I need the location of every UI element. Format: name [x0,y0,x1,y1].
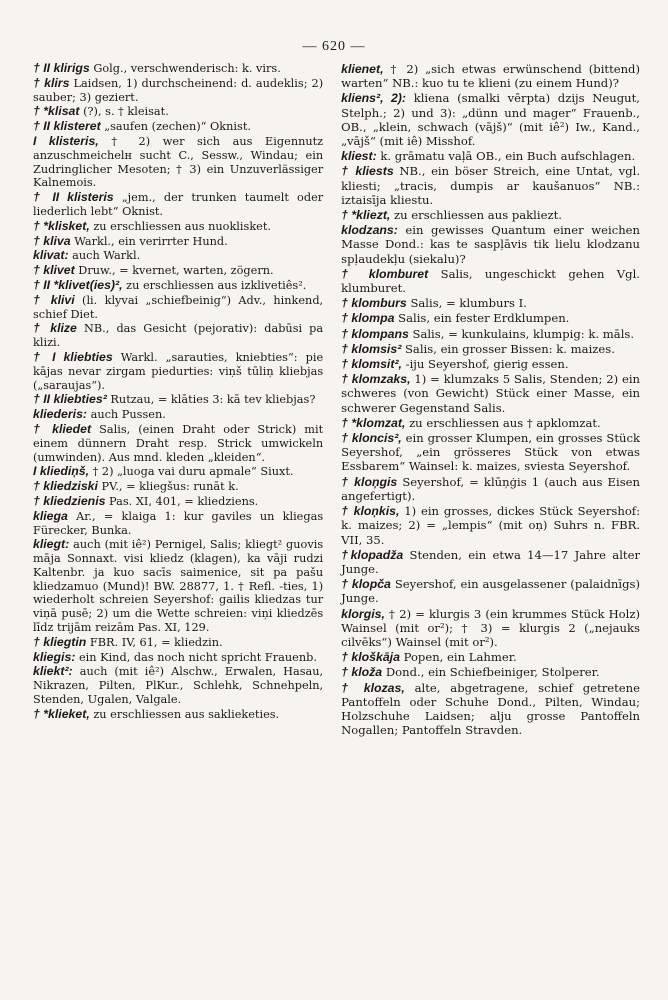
entry-text: Rutzau, = klāties 3: kā tev kliebjas? [110,393,316,407]
entry-text: Golg., verschwenderisch: k. virs. [93,62,281,75]
entry-text: -iju Seyershof, gierig essen. [405,357,569,372]
dictionary-entry [33,235,323,249]
dictionary-entry [33,135,323,190]
entry-headword: † klompans [341,326,409,341]
entry-headword: kliegis: [33,649,76,664]
entry-text: zu erschliessen aus pakliezt. [394,208,562,223]
right-column [341,62,640,738]
entry-text: PV., = kliegšus: runāt k. [101,480,239,494]
entry-text: „jem., der trunken taumelt oder liederlich lebt“ Oknist. [33,191,324,218]
dictionary-entry [33,495,323,509]
entry-headword: † II *klivet(ies)², [33,277,123,292]
entry-headword: klienet, [341,62,384,76]
entry-text: alte, abgetragene, schief getretene Pantoffeln oder Schuhe Dond., Pilten, Windau; Holzschuhe Laidsen; alju grosse Pantoffeln Nogallen; Pantoffeln Stravden. [341,680,640,738]
dictionary-entry [341,416,640,430]
entry-headword: klorgis, [341,606,385,621]
entry-headword: kliederis: [33,407,87,422]
entry-text: auch (mit iê²) Pernigel, Salis; kliegt² guovis māja Sonnaxt. visi kliedz (klagen), ka vāji rudzi Kaltenbr. ja kuo sacīs saimenice, sit pa pašu kliedzamuo (Mund)! BW. 28877, 1. † Refl. -ties, 1) wiederholt schreien Seyershof: gailis kliedzas tur viņā pusē; 2) um die Wette schreien: viņi kliedzēs līdz trijām reizām Pas. XI, 129. [33,538,324,635]
entry-text: † 2) = klurgis 3 (ein krummes Stück Holz) Wainsel (mit or²); † 3) = klurgis 2 („nejauks cilvēks“) Wainsel (mit or²). [341,606,640,649]
dictionary-entry [341,296,640,310]
left-column [33,62,323,738]
entry-headword: † kliedzienis [33,493,106,508]
dictionary-entry [33,636,323,650]
entry-headword: † klomburs [341,296,407,311]
dictionary-entry [341,650,640,664]
entry-headword: † klopča [341,577,391,592]
entry-text: Salis, ungeschickt gehen Vgl. klumburet. [341,266,640,296]
dictionary-entry [33,264,323,278]
dictionary-entry [341,504,640,547]
dictionary-entry [33,322,323,350]
entry-text: Dond., ein Schiefbeiniger, Stolperer. [385,665,600,680]
entry-headword: † klomburet [341,266,429,281]
entry-text: Warkl. „sarauties, kniebties“: pie kājas nevar zirgam piedurties: viņš tūliņ kliebjas („saraujas“). [33,350,324,392]
dictionary-entry [341,164,640,207]
entry-text: (?), s. † kleisat. [83,105,169,119]
dictionary-entry [33,279,323,293]
dictionary-entry [341,342,640,356]
dictionary-entry [341,372,640,415]
entry-text: zu erschliessen aus nuoklisket. [93,219,271,233]
entry-text: Pas. XI, 401, = kliedziens. [109,494,259,508]
entry-text: Salis, = klumburs I. [410,296,527,311]
entry-headword: † II kliebties² [33,392,107,407]
entry-headword: † kliedziski [33,479,98,494]
entry-headword: † klize [33,321,77,336]
entry-text: auch (mit iê²) Alschw., Erwalen, Hasau, Nikrazen, Pilten, PlKur., Schlehk, Schnehpeln, Stenden, Ugalen, Valgale. [33,665,324,707]
dictionary-entry [341,681,640,738]
entry-headword: kliegt: [33,537,70,552]
dictionary-entry [341,357,640,371]
entry-headword: † *klisket, [33,218,90,233]
dictionary-entry [341,62,640,90]
entry-text: ein Kind, das noch nicht spricht Frauenb. [78,650,317,664]
entry-text: k. grāmatu vaļā OB., ein Buch aufschlagen. [380,149,636,164]
entry-headword: † klomsis² [341,341,402,356]
dictionary-entry [341,223,640,266]
entry-text: Salis, ein fester Erdklumpen. [398,311,570,326]
entry-text: kliena (smalki vērpta) dzijs Neugut, Stelph.; 2) und 3): „dünn und mager“ Frauenb., OB., „klein, schwach (vājš)“ (mit iê²) Iw., Kand., „vājš“ (mit iê) Misshof. [341,91,640,149]
entry-headword: † kloncis², [341,431,402,446]
entry-headword: † klivi [33,292,75,307]
entry-headword: † kliests [341,164,394,179]
dictionary-entry [341,327,640,341]
entry-headword: † II klisteris [33,190,114,205]
dictionary-entry [33,220,323,234]
dictionary-entry [33,423,323,464]
entry-headword: † klompa [341,311,395,326]
entry-text: auch Warkl. [72,249,141,263]
entry-text: Seyershof, = klūņģis 1 (auch aus Eisen angefertigt). [341,474,640,503]
entry-text: Ar., = klaiga 1: kur gaviles un kliegas Fürecker, Bunka. [33,509,324,537]
dictionary-entry [33,665,323,706]
entry-headword: kliest: [341,149,377,164]
entry-text: Druw., = kvernet, warten, zögern. [78,264,274,278]
entry-headword: kliega [33,508,68,523]
dictionary-entry [33,351,323,392]
entry-text: † 2) „sich etwas erwünschend (bittend) warten“ NB.: kuo tu te klieni (zu einem Hund)? [341,62,641,91]
dictionary-entry [341,311,640,325]
entry-headword: † II klirigs [33,61,90,75]
dictionary-entry [33,249,323,263]
entry-text: FBR. IV, 61, = kliedzin. [89,635,223,649]
dictionary-entry [33,408,323,422]
dictionary-entry [341,665,640,679]
dictionary-entry [341,607,640,650]
dictionary-entry [33,651,323,665]
entry-headword: kliekt²: [33,664,73,679]
columns [33,62,640,738]
entry-headword: † *klieket, [33,706,90,721]
entry-text: Seyershof, ein ausgelassener (palaidnīgs) Junge. [341,577,640,606]
dictionary-entry [33,708,323,722]
entry-text: Salis, = kunkulains, klumpig: k. māls. [412,326,635,341]
entry-headword: klivat: [33,248,69,263]
dictionary-entry [33,538,323,635]
entry-text: Popen, ein Lahmer. [403,650,517,665]
entry-headword: I klisteris, [33,133,99,148]
entry-headword: kliens², 2): [341,91,406,106]
entry-headword: † klomzaks, [341,372,411,387]
dictionary-entry [33,62,323,76]
entry-text: ein gewisses Quantum einer weichen Masse Dond.: kas te saspļāvis tik lielu klodzanu spļaudekļu (siekalu)? [341,223,641,266]
dictionary-entry [341,577,640,605]
dictionary-entry [33,393,323,407]
entry-text: Salis, ein grosser Bissen: k. maizes. [404,341,615,356]
entry-headword: I kliediņš, [33,464,90,479]
dictionary-entry [341,91,640,148]
entry-text: zu erschliessen aus † apklomzat. [409,415,601,430]
entry-headword: †klopadža [341,547,404,562]
entry-text: NB., ein böser Streich, eine Untat, vgl. kliesti; „tracis, dumpis ar kaušanuos“ NB.: iztaisīja kliestu. [341,164,641,207]
entry-text: 1) = klumzaks 5 Salis, Stenden; 2) ein schweres (von Gewicht) Stück einer Masse, ein schwerer Gegenstand Salis. [341,372,640,415]
entry-text: Warkl., ein verirrter Hund. [74,234,228,248]
dictionary-entry [341,548,640,576]
entry-headword: klodzans: [341,223,398,238]
entry-text: auch Pussen. [90,408,166,422]
entry-text: Laidsen, 1) durchscheinend: d. audeklis; 2) sauber; 3) geziert. [33,76,324,104]
entry-headword: † kloža [341,665,383,680]
entry-text: NB., das Gesicht (pejorativ): dabūsi pa klizi. [33,322,324,350]
entry-headword: † I kliebties [33,349,113,364]
entry-headword: † kloņgis [341,474,398,489]
dictionary-entry [341,267,640,295]
entry-headword: † kliedet [33,421,92,436]
entry-headword: † *kliezt, [341,208,391,223]
entry-text: Stenden, ein etwa 14—17 Jahre alter Junge. [341,547,640,576]
entry-text: „saufen (zechen)“ Oknist. [104,120,251,134]
dictionary-entry [33,480,323,494]
entry-headword: † klivet [33,263,75,278]
entry-text: (li. klyvai „schiefbeinig“) Adv., hinkend, schief Diet. [33,293,324,321]
page-number: — 620 — [302,39,366,54]
entry-headword: † kloškāja [341,650,400,665]
entry-text: † 2) „luoga vai duru apmale“ Siuxt. [92,465,294,479]
entry-text: † 2) wer sich aus Eigennutz anzuschmeichelн sucht C., Sessw., Windau; ein Zudringlicher Mesoten; † 3) ein Unzuverlässiger Kalnemois. [33,134,324,190]
dictionary-entry [33,510,323,538]
entry-headword: † *klisat [33,104,80,119]
dictionary-entry [33,120,323,134]
entry-text: ein grosser Klumpen, ein grosses Stück Seyershof, „ein grösseres Stück von etwas Essbarem“ Wainsel: k. maizes, sviesta Seyershof. [341,431,640,474]
dictionary-entry [33,294,323,322]
entry-headword: † *klomzat, [341,415,406,430]
dictionary-entry [341,208,640,222]
entry-headword: † klomsit², [341,357,402,372]
dictionary-entry [33,191,323,219]
entry-headword: † II klisteret [33,119,101,134]
entry-headword: † klozas, [341,680,405,695]
entry-text: Salis, (einen Draht oder Strick) mit einem dünnern Draht resp. Strick umwickeln (umwinden). Aus mnd. kleden „kleiden“. [33,422,324,464]
dictionary-entry [33,105,323,119]
entry-text: 1) ein grosses, dickes Stück Seyershof: k. maizes; 2) = „lempis“ (mit oņ) Suhrs n. FBR. VII, 35. [341,504,640,547]
entry-headword: † kliegtin [33,634,87,649]
dictionary-entry [341,149,640,163]
entry-headword: † klirs [33,75,70,90]
dictionary-entry [33,77,323,105]
entry-text: zu erschliessen aus saklieketies. [93,707,280,721]
entry-headword: † kliva [33,233,71,248]
dictionary-entry [341,475,640,503]
dictionary-entry [33,465,323,479]
entry-text: zu erschliessen aus izklivetiês². [126,278,307,292]
entry-headword: † kloņkis, [341,504,400,519]
dictionary-entry [341,431,640,474]
